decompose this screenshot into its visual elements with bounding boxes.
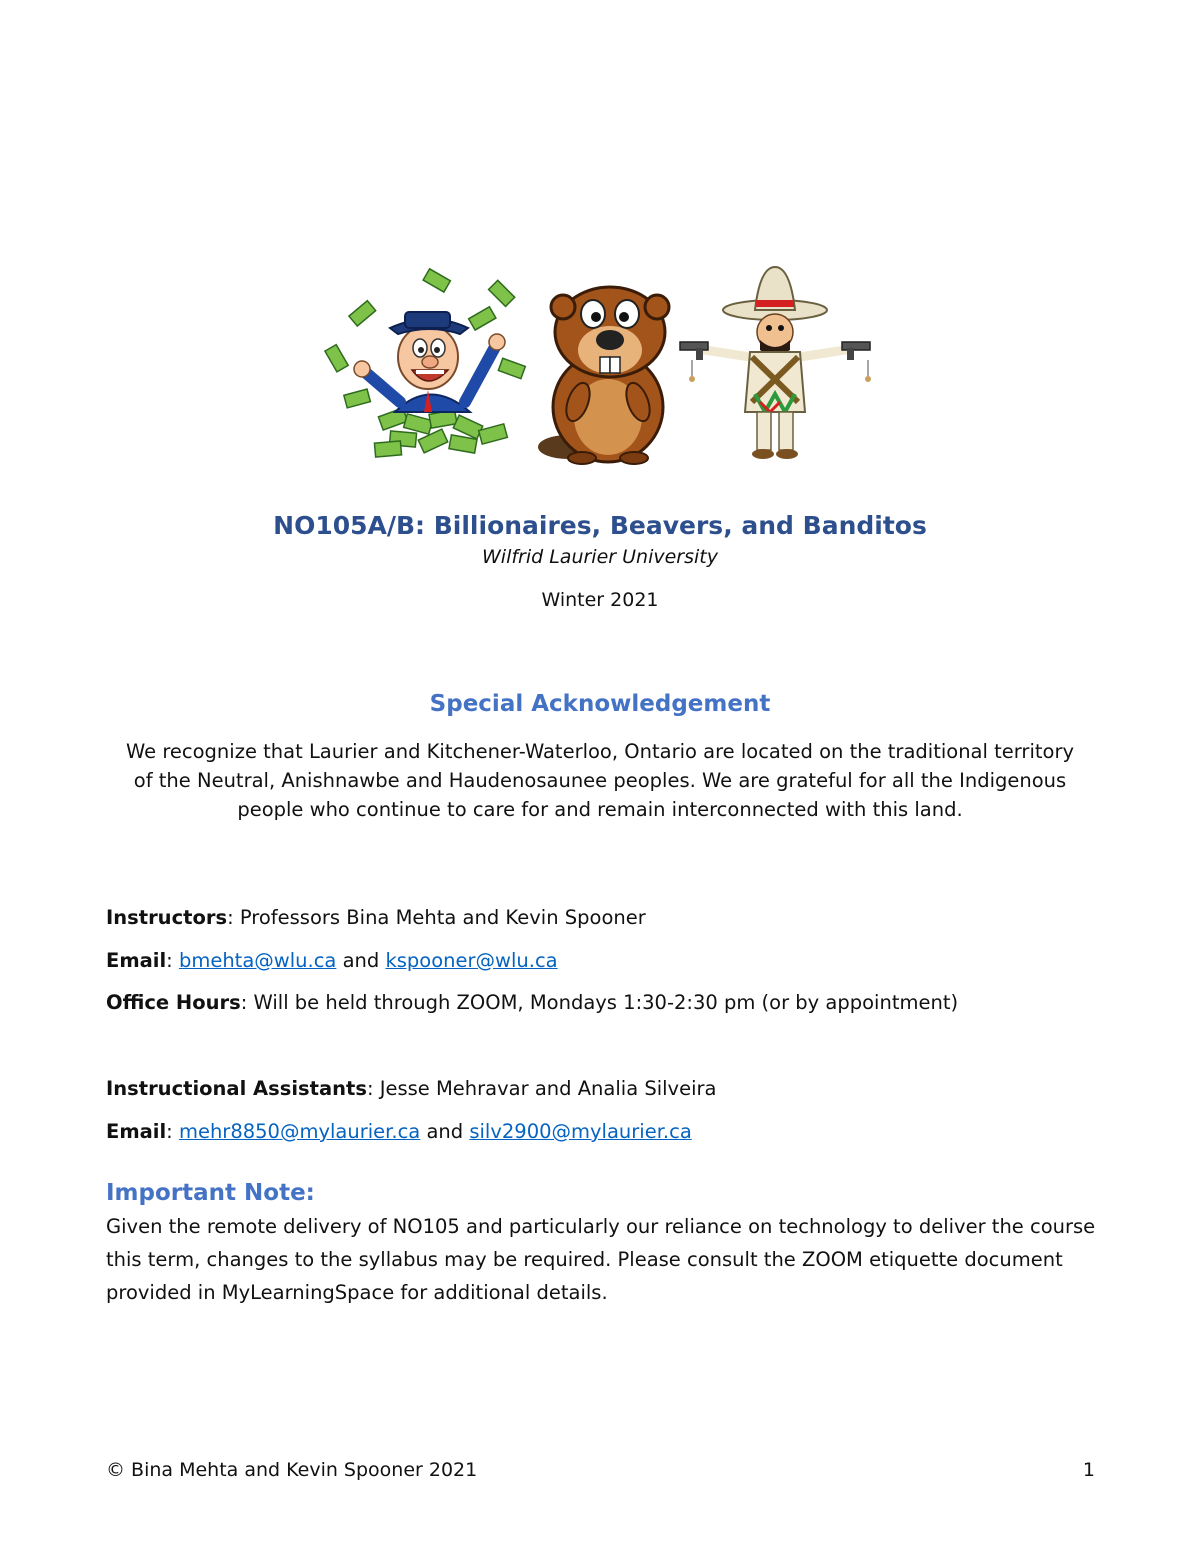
email-conjunction: and (420, 1120, 470, 1143)
billionaire-cartoon (325, 269, 525, 457)
important-note-heading: Important Note: (106, 1180, 315, 1206)
assistants-value: : Jesse Mehravar and Analia Silveira (366, 1077, 717, 1100)
email-link-bmehta[interactable]: bmehta@wlu.ca (178, 949, 337, 972)
footer-copyright: © Bina Mehta and Kevin Spooner 2021 (106, 1459, 478, 1481)
assistants-label: Instructional Assistants (106, 1077, 367, 1100)
instructors-email-label: Email (106, 949, 167, 972)
assistants-email-label: Email (106, 1120, 167, 1143)
course-title: NO105A/B: Billionaires, Beavers, and Banditos (273, 511, 927, 540)
beaver-cartoon (538, 287, 669, 464)
email-conjunction: and (336, 949, 386, 972)
course-term: Winter 2021 (541, 589, 659, 611)
instructors-line (106, 906, 1106, 929)
cover-illustrations (320, 262, 880, 467)
email-link-silv2900[interactable]: silv2900@mylaurier.ca (469, 1120, 692, 1143)
page-number: 1 (1082, 1459, 1095, 1481)
instructors-value: : Professors Bina Mehta and Kevin Spooner (227, 906, 646, 929)
email-separator: : (166, 1120, 179, 1143)
assistants-email-line (106, 1120, 1106, 1143)
email-link-mehr8850[interactable]: mehr8850@mylaurier.ca (178, 1120, 421, 1143)
instructors-label: Instructors (106, 906, 228, 929)
email-link-kspooner[interactable]: kspooner@wlu.ca (385, 949, 558, 972)
important-note-body: Given the remote delivery of NO105 and particularly our reliance on technology to deliver the course this term, changes to the syllabus may be required. Please consult the ZOOM etiquette document provided in MyLearningSpace for additional details. (106, 1215, 1096, 1304)
institution-name: Wilfrid Laurier University (482, 546, 718, 568)
assistants-line (106, 1077, 1106, 1100)
email-separator: : (166, 949, 179, 972)
office-hours-line (106, 991, 1106, 1014)
instructors-email-line (106, 949, 1106, 972)
office-hours-label: Office Hours (106, 991, 241, 1014)
office-hours-value: : Will be held through ZOOM, Mondays 1:30-2:30 pm (or by appointment) (240, 991, 959, 1014)
acknowledgement-heading: Special Acknowledgement (429, 691, 771, 717)
acknowledgement-body: We recognize that Laurier and Kitchener-Waterloo, Ontario are located on the traditional territory of the Neutral, Anishnawbe and Haudenosaunee peoples. We are grateful for all the Indigenous people who continue to care for and remain interconnected with this land. (125, 740, 1075, 821)
bandito-cartoon (680, 267, 871, 459)
